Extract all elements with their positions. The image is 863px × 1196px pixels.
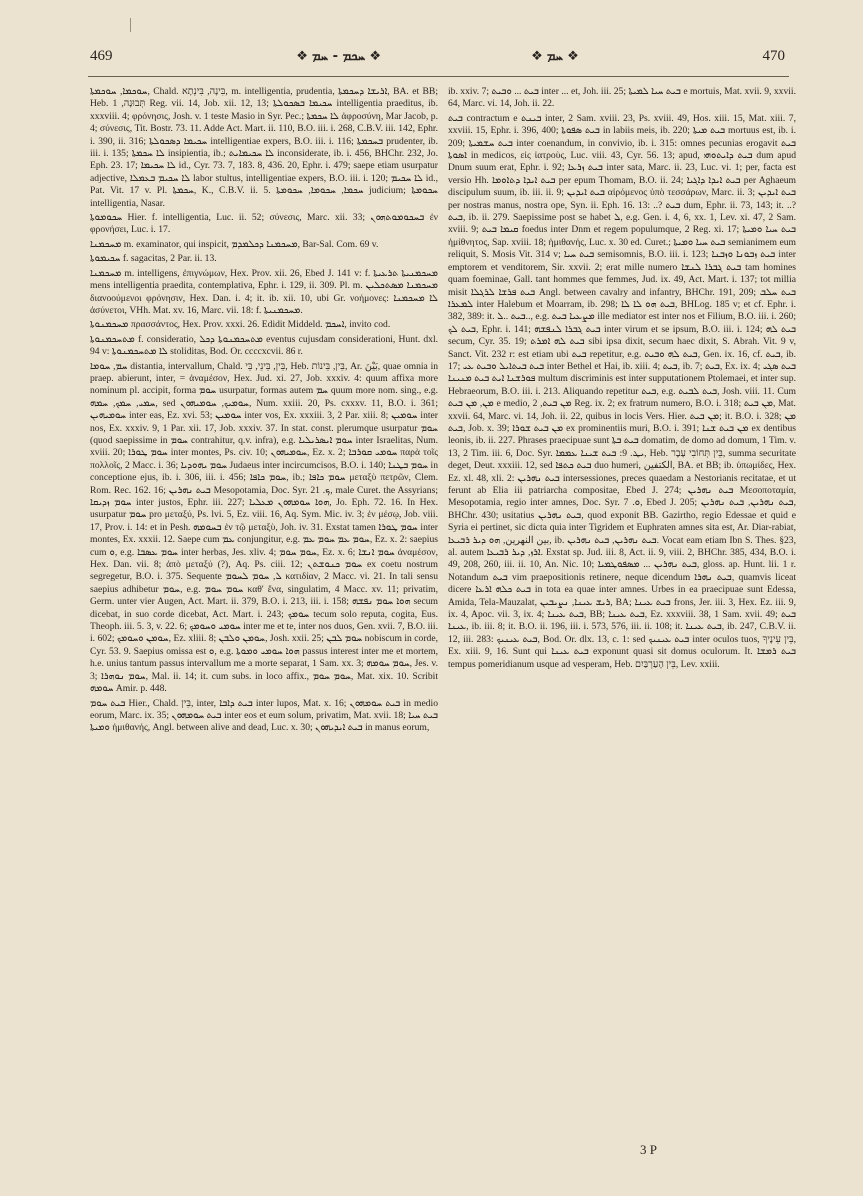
header-rule: [88, 76, 789, 77]
entry-paragraph: ܡܚܟܡܢܐ m. examinator, qui inspicit, ܡܚܟܡܢܐ ܕܟܠܡܕܡ, Bar-Sal. Com. 69 v.: [90, 238, 379, 250]
entry-paragraph: ܚܘܟܡܐ, ܚܘܟܡܬܐ, Chald. בִּינָה, בִּינְתָא, m. intelligentia, prudentia, ܐܪܝܫܐ ܕܚܟܡܬܐ, BA. et BB; Heb. תְּבוּנָה, 1 Reg. vii. 14, Job. xii. 12, 13; ܚܟܝܡܐ ܒܣܟܘܠܬܐ intelligentia praeditus, ib. xxxviii. 4; φρόνησις, Josh. v. 1 teste Masio in Syr. Pec.; ܠܐ ܚܟܡܬܐ ἀφροσύνη, Mar Jacob, p. 4; σύνεσις, Tit. Bostr. 73. 11. Adde Act. Mart. ii. 110, B.O. iii. i. 268, C.B.V. iii. 142, Ephr. i. 390, ii. 316; ܚܟܝܡܐ ܕܣܟܘܠܬܐ intelligentiae expers, B.O. iii. i. 116; ܒܚܟܡܬܐ prudenter, ib. iii. i. 135; ܠܐ ܚܟܡܬܐ insipientia, ib.; ܠܐ ܚܟܝܡܐܝܬ inconsiderate, ib. i. 456, BHChr. 232, Jo. Eph. 23. 17; ܠܐ ܚܟܝܡܐ id., Cyr. 73. 7, 183. 8, 436. 20, Ephr. i. 479; saepe etiam usurpatur adjective, ܠܐ ܚܟܝܡ ܒܥܡܠܐ labor stultus, intelligentiae expers, B.O. iii. i. 120; ܠܐ ܚܟܝܡ id., Pat. Vit. 17 v. Pl. ܚܟܡܬܐ, K., C.B.V. ii. 5. ܚܟܡܐ, ܚܟܘܡܐ, ܚܟܘܡܬܐ judicium; ܚܟܘܡܬܐ intelligentia, Nasar.: [90, 86, 439, 209]
entry-paragraph: ܡܬܚܟܡܢܘܬܐ f. consideratio, ܡܬܚܟܡܢܘܬܐ ܕܟܠ eventus cujusdam considerationi, Hunt. dxl. 94 v: ܠܐ ܡܬܚܟܡܢܘܬܐ stoliditas, Bod. Or. ccccxcvii. 86 r.: [90, 333, 439, 358]
entry-paragraph: ib. xxiv. 7; ܒܝܬ ... ܘܒܝܬ inter ... et, Joh. iii. 25; ܒܝܬ ܚܝܐ ܠܡܝܬܐ e mortuis, Mat. xvii. 9, xxvii. 64, Marc. vi. 14, Joh. ii. 22.: [448, 86, 796, 110]
entry-paragraph: ܡܚܟܡܢܘܬܐ πρασσάντος, Hex. Prov. xxxi. 26. Edidit Middeld. ܐܚܟܡ, invito cod.: [90, 319, 391, 331]
entry-paragraph: ܚܟܝܡܘܬܐ f. sagacitas, 2 Par. ii. 13.: [90, 253, 217, 265]
right-column: [448, 84, 796, 672]
page-header: [90, 42, 785, 70]
right-running-head: ❖ ܚܡ ❖: [531, 48, 579, 64]
entry-paragraph: ܚܡ, ܚܘܡܐ distantia, intervallum, Chald. בֵּין, בֵּינֵי, בֵּי, Heb. בֵּין, בֵּינוֹת, Ar. بَيْنَ, quae omnia in praep. abierunt, inter, = ἀναμέσον, Hex. Jud. xi. 27, Job. xxxiv. 4: quum affixa more nominum pl. accipit, forma ܚܘܡ usurpatur, formas autem ܚܡ quum more nom. sing., e.g. ܚܡܝ, ܚܡܟ, ܚܡܗ, sed ܚܘܡܝܟ, ܚܘܡܝܗܘܢ, Num. xxiii. 20, Ps. cxxxv. 11, B.O. i. 361; ܚܘܡܝܗܝܢ inter eas, Ez. xvi. 53; ܚܘܡܝܢ inter vos, Ex. xxxiii. 3, 2 Par. xiii. 8; ܚܘܡܝܢ inter nos, Ex. xxxiv. 9, 1 Par. xii. 17, Job. xxxiv. 37. In stat. const. plerumque usurpatur ܚܘܡ (quod saepissime in ܚܘܡ contrahitur, q.v. infra), e.g. ܚܘܡ ܐܝܣܪܝܠܝܐ inter Israelitas, Num. xviii. 20; ܚܘܡ ܛܘܪܐ inter montes, Ps. civ. 10; ܚܘܡܝܗܘܢ, Ez. x. 2; ܚܘܡܝ ܩܘܪܒܐ παρὰ τοῖς πολλοῖς, 2 Macc. i. 36; ܚܘܡ ܝܗܘܕܝܐ Judaeus inter incircumcisos, B.O. i. 140; ܚܘܡ ܒܛܢܐ in conceptione ejus, ib. i. 306, iii. i. 456; ܚܘܡ ܟܐܦܐ, ib.; ܚܘܡ ܟܐܦܐ μεταξὺ πετρῶν, Clem. Rom. Rec. 162. 16; ܒܝܬ ܢܗܪܝܢ Mesopotamia, Doc. Syr. ܟ. 21, male Curet. the Assyrians; ܚܘܡ ܙܕܝܩܐ inter justos, Ephr. iii. 227; ܗܘܐ ܚܘܡܗܘܢ ܡܥܠܝܐ, Jo. Eph. 72. 16. In Hex. usurpatur ܚܘܡ pro μεταξύ, Ps. lvi. 5, Ez. viii. 16, Aq. Sym. Mic. iv. 3; ἐν μέσῳ, Job. viii. 17, Prov. i. 14: et in Pesh. ܒܚܘܡܗ ἐν τῷ μεταξὺ, Joh. iv. 31. Exstat tamen ܚܘܡ ܛܘܪܐ inter montes, Ex. xxxii. 12. Saepe cum ܥܡ conjungitur, e.g. ܚܘܡ ܥܡ ܚܘܡ ܥܡ, Ez. x. 2: saepius cum ܘ, e.g. ܚܘܡ ܥܣܒܐ inter herbas, Jes. xliv. 4; ܚܘܡ ܚܘܡ, Ez. x. 6; ܚܘܡ ܐܢܫܐ ἀναμέσον, Hex. Dan. vii. 8; ἀπὸ μεταξύ (?), Aq. Ps. ciii. 12; ܚܘܡ ܟܢܘܫܬܢ ex coetu nostrum segregetur, B.O. i. 375. Sequente ܠ, ܚܘܡ ܠܚܘܡ κατιδίαν, 2 Macc. vi. 21. In tali sensu saepius adhibetur ܚܘܡ, e.g. ܚܘܡ ܚܘܡ καθ' ἕνα, singulatim, 4 Macc. xv. 11; privatim, Germ. unter vier Augen, Act. Mart. ii. 379, B.O. i. 213, iii. i. 158; ܗܘܐ ܚܘܡ ܢܦܫܗ secum dicebat, in suo corde dicebat, Act. Mart. i. 243; ܚܘܡܟ tecum solo reputa, cogita, Eus. Theoph. iii. 5. 3, v. 22. 6; ܚܘܡܝ ܘܚܘܡܟ inter me et te, inter nos duos, Gen. xvii. 7, B.O. iii. i. 602; ܚܘܡܢ ܘܚܘܡܟ, Ez. xliii. 8; ܚܘܡܢ ܘܠܒܢ, Josh. xxii. 25; ܚܘܡ ܠܒܢ nobiscum in corde, Cyr. 53. 9. Saepius omissa est ܘ, e.g. ܗܘܐ ܚܘܡܝ ܘܡܘܬܐ passus interest inter me et mortem, h.e. unius tantum passus intervallum me a morte separat, 1 Sam. xx. 3; ܚܘܡ ܚܘܡܗ, Jes. v. 3; ܚܘܡ ܢܘܗܪܐ, Mal. ii. 14; it. cum subs. in loco affix., ܚܘܡ ܚܘܡ, Mat. xix. 10. Scribit ܚܘܡܗ Amir. p. 448.: [90, 360, 439, 695]
right-page-number: 470: [762, 47, 785, 64]
entry-paragraph: ܒܝܬ ܚܘܡ Hier., Chald. בֵּין, inter, ܒܝܬ ܕܐܒܐ inter lupos, Mat. x. 16; ܒܝܬ ܚܘܡܗܘܢ in medio eorum, Marc. ix. 35; ܒܝܬ ܚܘܡܗܘܢ inter eos et eum solum, privatim, Mat. xvii. 18; ܒܝܬ ܚܝܐ ܘܡܝܬܐ ἡμιθανής, Angl. between alive and dead, Luc. x. 30; ܒܝܬ ܐܝܕܝܗܘܢ in manus eorum,: [90, 697, 439, 734]
left-column: [90, 84, 438, 736]
signature-mark: 3 P: [640, 1142, 657, 1157]
left-running-head: ❖ ܚܟܡ - ܚܡ ❖: [296, 48, 382, 64]
entry-paragraph: ܚܟܘܡܘܬܐ Hier. f. intelligentia, Luc. ii. 52; σύνεσις, Marc. xii. 33; ܒܚܟܘܡܘܬܗܘܢ ἐν φρονήσει, Luc. i. 17.: [90, 212, 438, 236]
running-heads: [296, 49, 579, 64]
left-page-number: 469: [90, 47, 113, 64]
margin-mark: [130, 18, 131, 32]
entry-paragraph: ܒܝܬ contractum e ܒܝܢܬ inter, 2 Sam. xviii. 23, Ps. xviii. 49, Hos. xiii. 15, Mat. xiii. 7, xxviii. 15, Ephr. i. 396, 400; ܒܝܬ ܣܦܘܬܐ in labiis meis, ib. 220; ܒܝܬ ܡܝܬܐ mortuus est, ib. i. 209; ܒܝܬ ܚܫܡܝܬܐ inter coenandum, in convivio, ib. i. 315: omnes pecunias erogavit ܒܝܬ ܐܣܘܬܐ in medicos, εἰς ἰατροὺς, Luc. viii. 43, Cyr. 56. 13; apud, ܒܝܬ ܕܐܝܬܘܗܝ dum apud Dnum suum erat, Ephr. i. 92; ܒܝܬ ܙܪܥܐ inter sata, Marc. ii. 23, Luc. vi. 1; per, facta est versio Hh. ܒܝܬ ܐܝܕܐ ܕܬܐܘܡܐ per epum Thomam, B.O. ii. 24; ܒܝܬ ܐܝܕܐ ܕܐܓܝܐ per Aghaeum discipulum suum, ib. iii. ii. 9; ܒܝܬ ܐܝܕܝܢ αἱρόμενος ὑπὸ τεσσάρων, Marc. ii. 3; ܒܝܬ ܐܝܕܝܢ per nostras manus, nostra ope, Syn. ii. Eph. 16. 13: ..? ܒܝܬ dum, Ephr. ii. 73, 143; it. ..? ܒܝܬ, ib. ii. 279. Saepissime post se habet ܠ, e.g. Gen. i. 4, 6, xx. 1, Lev. xi. 47, 2 Sam. xviii. 9; ܩܝܡܐ ܒܝܬ foedus inter Dnm et regem populumque, 2 Reg. xi. 17; ܒܝܬ ܚܝܐ ܘܡܝܬܐ ἡμίθνητος, Sap. xviii. 18; ἡμιθανής, Luc. x. 30 ed. Curet.; ܒܝܬ ܚܝܐ ܘܡܝܬܐ semianimem eum reliquit, S. Mosis Vit. 314 v; ܒܝܬ ܚܝܐ semisomnis, B.O. iii. i. 123; ܒܝܬ ܙܒܘܢܐ ܘܙܒܢܐ inter emptorem et venditorem, Sir. xxvii. 2; erat mille numero ܒܝܬ ܓܒܪܐ ܠܢܫܐ tam homines quam foeminae, Gall. tant hommes que femmes, Jud. ix. 49, Act. Mart. i. 137; tot millia misit ܒܝܬ ܦܪܫܐ ܠܪܓܠܐ Angl. between cavalry and infantry, BHChr. 191, 209; ܒܝܬ ܚܠܒ ܠܡܥܪܐ inter Halebum et Moarram, ib. 298; ܒܝܬ ܗܘ ܠܐ ܠܐ, BHLog. 185 v; et cf. Ephr. i. 382, 389: it. ܒܝܬ ..ܠ.., e.g. ܡܨܥܝܐ ܒܝܬ ille mediator est inter nos et Filium, B.O. iii. i. 260; ܒܝܬ ܠܟ, Ephr. i. 141; ܒܝܬ ܓܒܪܐ ܠܢܦܫܗ inter virum et se ipsum, B.O. iii. i. 124; ܒܝܬ ܠܗ secum, Cyr. 35. 19; ܒܝܬ ܠܗ ܐܡܪܬ sibi ipsa dixit, secum haec dixit, S. Abrah. Vit. 9 v, Sanct. Vit. 232 r: est etiam ubi ܒܝܬ repetitur, e.g. ܒܝܬ ܠܗ ܘܒܝܬ, Gen. ix. 16, cf. ܒܝܬ, ib. 17; ܒܝܬ ܒܝܬܐܝܠ ܘܒܝܬ ܥܝ inter Bethel et Hai, ib. xiii. 4; ܒܝܬ, ib. 7; ܒܝܬ, Ex. ix. 4; ܒܝܬ ܣܓܝ ܦܘܪܫܢܐ ܐܝܬ ܒܝܬ ܡܢܝܢܐ multum discriminis est inter supputationem Ptolemaei, et inter sup. Hebraeorum, B.O. iii. i. 213. Aliquando repetitur ܒܝܬ, e.g. ܒܝܬ ܠܒܝܬ, Josh. viii. 11. Cum ܡܢ, ܡܢ ܒܝܬ e medio, ܡܢ ܒܝܬ, 2 Reg. ix. 2; ex fratrum numero, B.O. i. 318; ܡܢ ܒܝܬ, Mat. xxvii. 64, Marc. vi. 14, Joh. ii. 22, quibus in locis Vers. Hier. ܡܢ ܒܝܬ; it. B.O. i. 328; ܡܢ ܒܝܬ, Job. x. 39; ܡܢ ܒܝܬ ܫܘܪܐ ex prominentiis muri, B.O. i. 391; ܡܢ ܒܝܬ ܫܢܐ ex dentibus leonis, ib. ii. 227. Phrases praecipuae sunt ܒܝܬ ܒܬܐ domatim, de domo ad domum, 1 Tim. v. 13, 2 Tim. iii. 6, Doc. Syr. ܝܛ. 9: ܒܝܬ ܫܝܢܐ ܥܡܡܐ, Heb. בֵּין תְּחוֹבִי עָבֶר, summa securitate deget, Deut. xxxiii. 12, sed ܒܝܬ ܟܬܦܐ duo humeri, الكتفين, BA. et BB; ib. ὑπωμίδες, Hex. Ez. xl. 48, xli. 2: ܒܝܬ ܢܗܪܝܢ intersessiones, preces quaedam a Nestorianis recitatae, et ut ferunt ab Elia iii patriarcha compositae, Ebed J. 274; ܒܝܬ ܢܗܪܝܢ Μεσοποταμία, Mesopotamia, regio inter amnes, Doc. Syr. ܘ. 7, Ebed J. 205; ܒܝܬ ܢܗܪܝܢ, ܒܝܬ ܢܗܪܝܢ, BHChr. 430; usitatius ܒܝܬ ܢܗܪܝܢ, quod exponit BB. Gazirtho, regio Edessae et quid e Syria ei pertinet, sic dicta quia inter Tigridem et Euphraten amnes sita est, Ar. Diar-rabiat, بين النهرين, ܗܘ ܕܝܪ ܪܒܝܥܐ, ib. ܒܝܬ ܢܗܪܝܢ, ܒܝܬ ܢܗܪܝܢ. Vocat eam etiam Ibn S. Thes. §23, al. autem ܐܪܙ, ܕܝܪ ܪܒܝܥܐ. Exstat sp. Jud. iii. 8, Act. ii. 9, viii. 2, BHChr. 385, 434, B.O. i. 49, 208, 260, iii. ii. 10, An. Nic. 10; ܒܝܬ ܢܗܪܝܢ ... ܡܣܦܘܛܡܝܐ, gloss. ap. Hunt. lii. 1 r. Notandum ܒܝܬ vim praepositionis retinere, neque dicendum ܒܝܬ ܢܗܪܐ, quamvis liceat dicere ܒܝܬ ܟܠܗ ܐܪܥܐ in tota ea quae inter amnes. Urbes in ea praecipuae sunt Edessa, Amida, Tela-Mauzalat, ܪܝܫ ܥܝܢܐ, ܢܨܝܒܝܢ, BA; ܒܝܬ ܥܝܢܐ frons, Jer. iii. 3, Hex. Ez. iii. 9, ix. 4, Apoc. vii. 3, ix. 4; ܒܝܬ ܥܝܢܐ, BB; ܒܝܬ ܥܝܢܐ, Ez. xxxviii. 38, 1 Sam. xvii. 49; ܒܝܬ ܥܝܢܐ, ib. iii. 8; it. B.O. ii. 196, iii. i. 573, 576, iii. ii. 108; it. ܒܝܬ ܥܝܢܐ, ib. 247, C.B.V. ii. 12, iii. 283: ܒܝܬ ܥܝܢܝܟ, Bod. Or. dlx. 13, c. 1: sed ܒܝܬ ܥܝܢܝܟ inter oculos tuos, בֵּין עֵינֶיךָ, Ex. xiii. 9, 16. Sunt qui ܒܝܬ ܥܝܢܐ exponunt quasi sit domus oculorum. It. ܒܝܬ ܪܡܫܐ tempus pomeridianum usque ad vesperam, Heb. בֵּין הָעַרְבַּיִם, Lev. xxiii.: [448, 112, 797, 670]
entry-paragraph: ܡܚܟܡܢܐ m. intelligens, ἐπιγνώμων, Hex. Prov. xii. 26, Ebed J. 141 v: f. ܡܚܟܡܢܝܬܐ ܬܪܥܝܬܐ mens intelligentia praedita, contemplativa, Ephr. i. 129, ii. 309. Pl. m. ܡܚܟܡܢܐ ܡܣܬܟܠܝܢ διανοούμενοι φρόνησιν, Hex. Dan. i. 4; it. ib. xii. 10, ubi Gr. νοήμονες: ܠܐ ܡܚܟܡܢܐ ἀσύνετοι, VHh. Mat. xv. 16, Marc. vii. 18: f. ܡܚܟܡܢܝܬܐ.: [90, 267, 438, 316]
